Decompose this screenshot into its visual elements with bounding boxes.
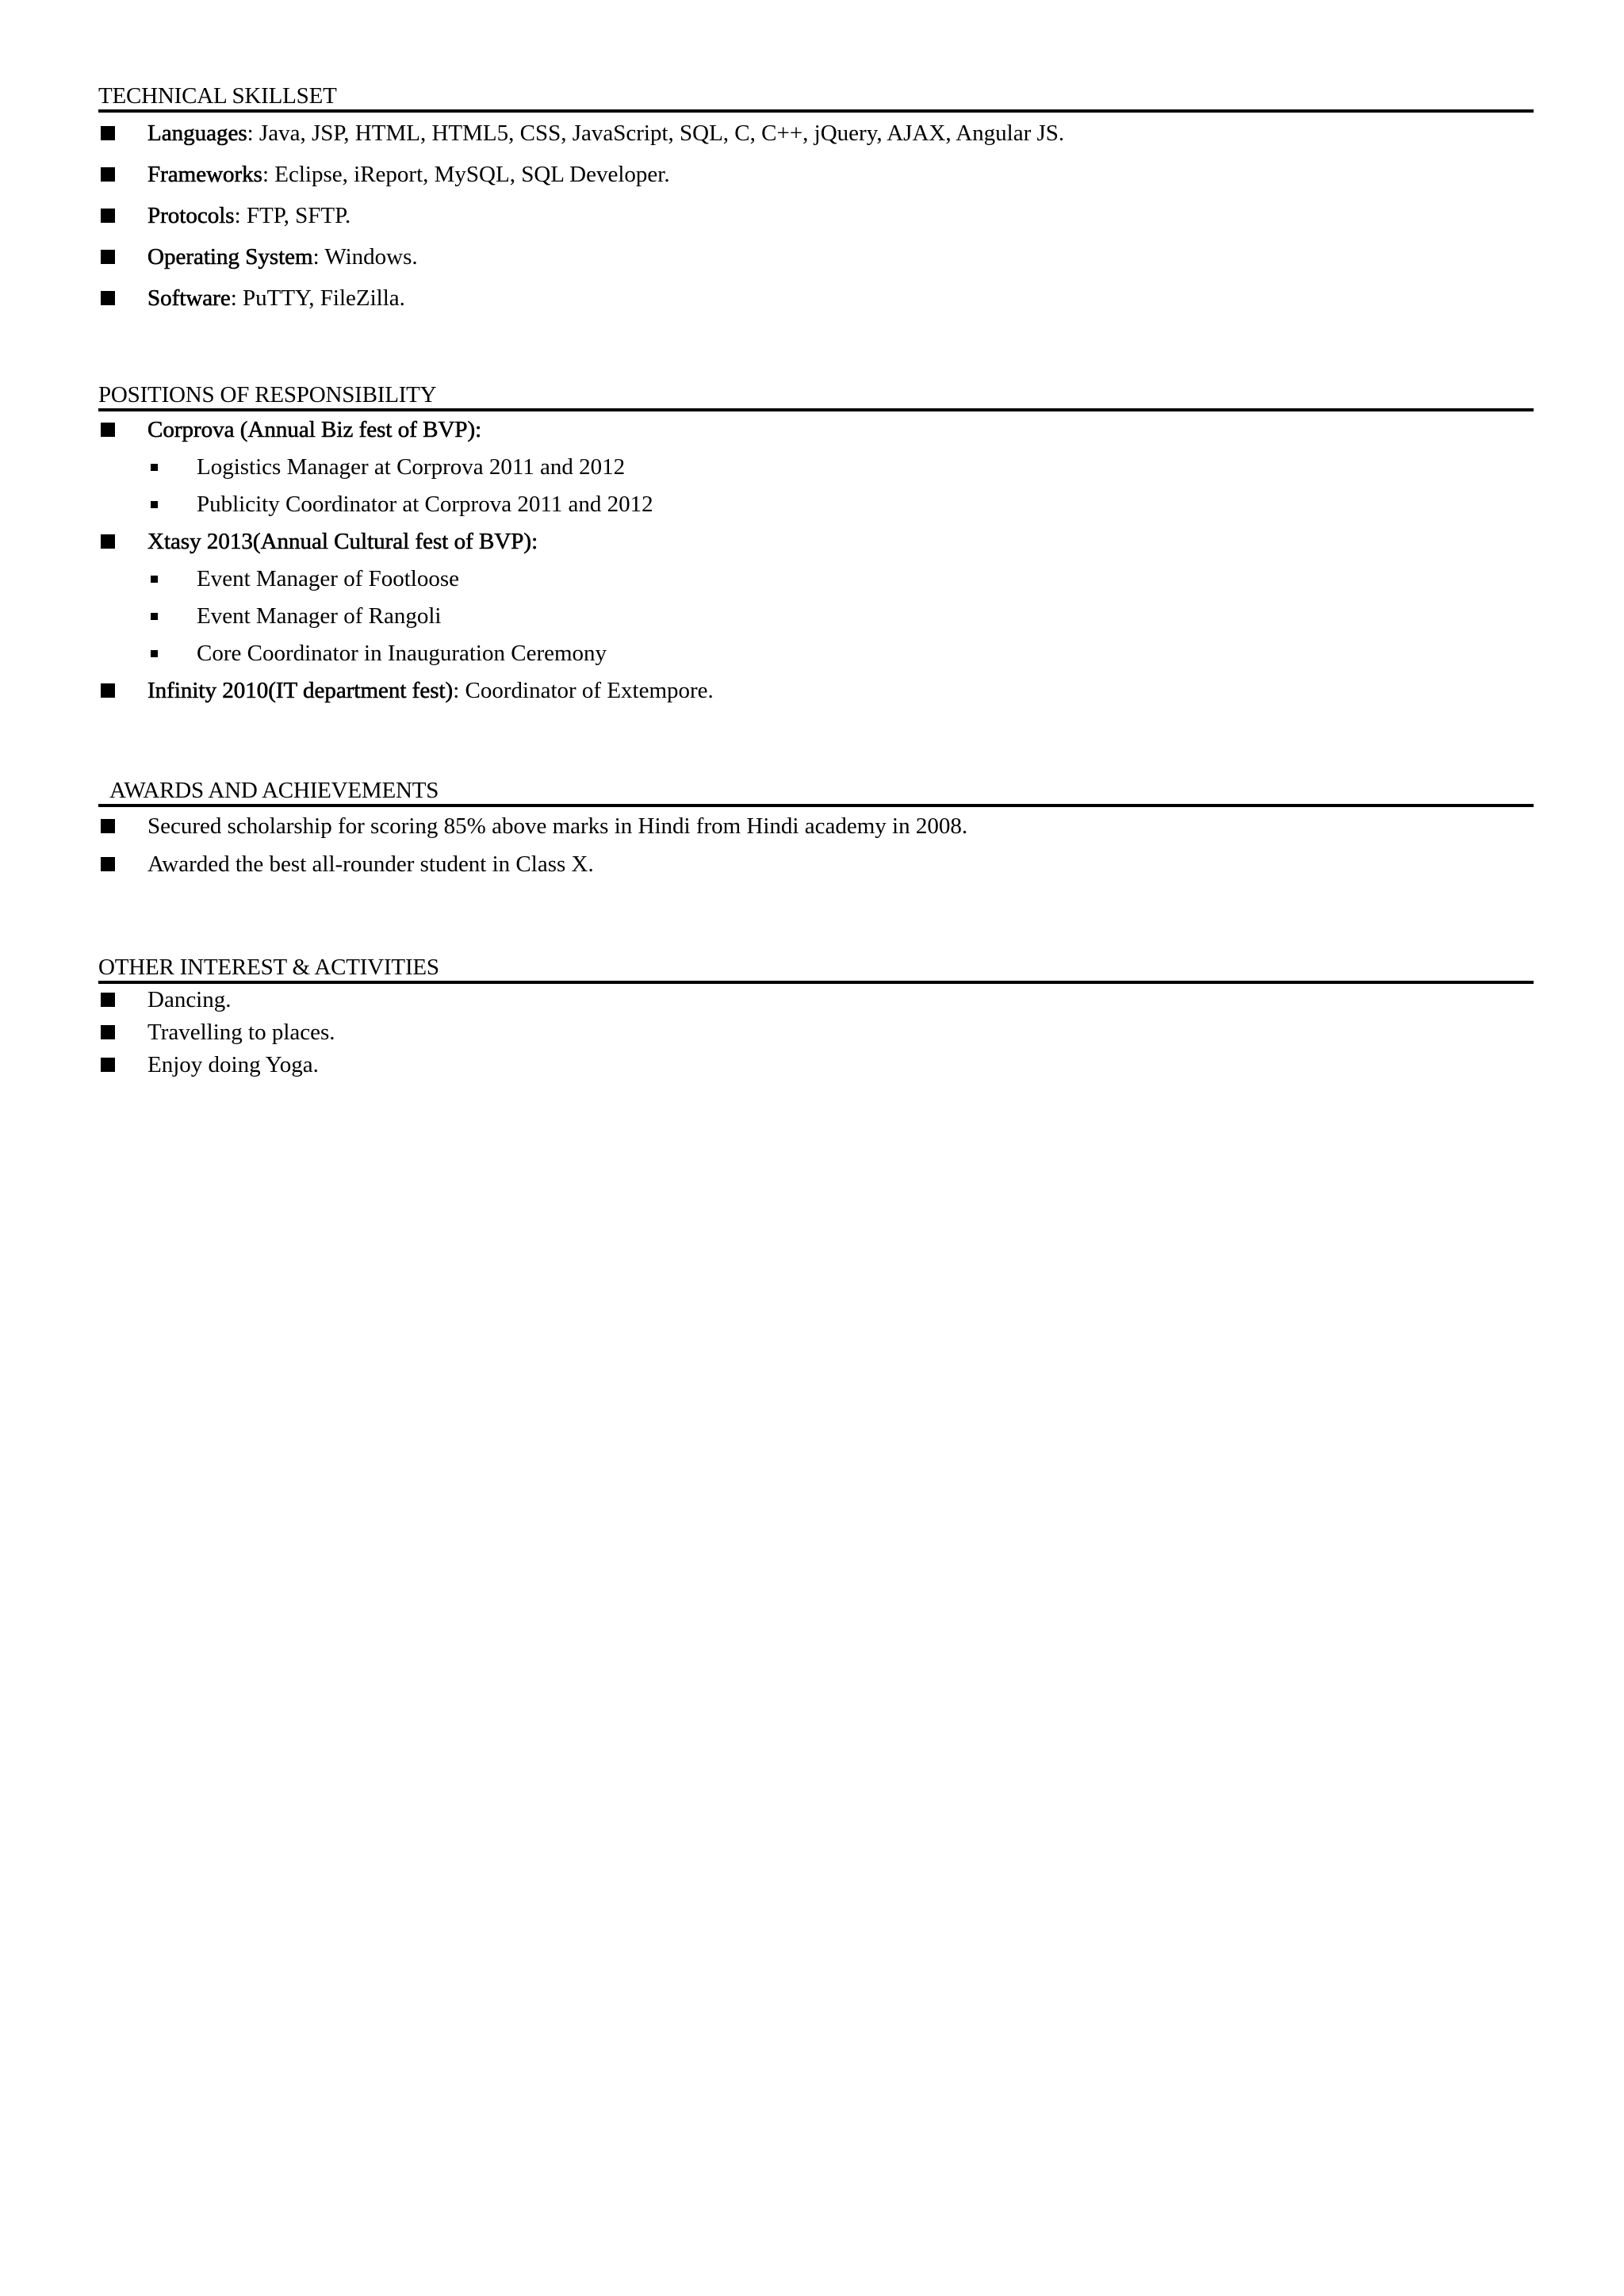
section-heading: OTHER INTEREST & ACTIVITIES xyxy=(98,955,439,980)
positions-list xyxy=(98,411,1534,710)
item-value: : FTP, SFTP. xyxy=(234,203,351,228)
item-value: : Java, JSP, HTML, HTML5, CSS, JavaScript, SQL, C, C++, jQuery, AJAX, Angular JS. xyxy=(247,121,1065,146)
sub-list-item xyxy=(98,598,1534,635)
resume-page xyxy=(98,0,1534,2296)
list-item xyxy=(98,845,1534,883)
square-bullet-icon xyxy=(101,1025,115,1039)
list-item xyxy=(98,236,1534,277)
sub-list-item xyxy=(98,561,1534,598)
interests-list xyxy=(98,984,1534,1081)
sub-list-item xyxy=(98,449,1534,486)
small-square-bullet-icon xyxy=(151,501,158,508)
item-text: Secured scholarship for scoring 85% above marks in Hindi from Hindi academy in 2008. xyxy=(147,813,968,839)
item-text: Enjoy doing Yoga. xyxy=(147,1052,319,1077)
skills-list xyxy=(98,113,1534,319)
list-item xyxy=(98,984,1534,1016)
list-item xyxy=(98,523,1534,561)
square-bullet-icon xyxy=(101,1058,115,1072)
small-square-bullet-icon xyxy=(151,650,158,657)
square-bullet-icon xyxy=(101,857,115,871)
square-bullet-icon xyxy=(101,167,115,182)
list-item xyxy=(98,1049,1534,1081)
item-label: Corprova (Annual Biz fest of BVP): xyxy=(147,417,482,442)
sub-item-text: Publicity Coordinator at Corprova 2011 and 2012 xyxy=(197,492,653,517)
awards-list xyxy=(98,807,1534,883)
item-label: Frameworks xyxy=(147,162,262,187)
positions-section xyxy=(98,381,1534,710)
list-item xyxy=(98,1016,1534,1049)
square-bullet-icon xyxy=(101,534,115,549)
small-square-bullet-icon xyxy=(151,613,158,620)
sub-item-text: Core Coordinator in Inauguration Ceremony xyxy=(197,641,607,666)
list-item xyxy=(98,277,1534,319)
awards-section xyxy=(98,777,1534,883)
sub-list-item xyxy=(98,635,1534,672)
small-square-bullet-icon xyxy=(151,576,158,583)
item-value: : Windows. xyxy=(312,244,418,270)
square-bullet-icon xyxy=(101,291,115,305)
list-item xyxy=(98,807,1534,845)
item-label: Xtasy 2013(Annual Cultural fest of BVP): xyxy=(147,529,538,554)
square-bullet-icon xyxy=(101,683,115,698)
item-value: : Coordinator of Extempore. xyxy=(453,678,714,703)
list-item xyxy=(98,672,1534,710)
sub-list-item xyxy=(98,486,1534,523)
item-label: Operating System xyxy=(147,244,313,270)
square-bullet-icon xyxy=(101,993,115,1007)
list-item xyxy=(98,411,1534,449)
item-label: Software xyxy=(147,285,231,311)
section-heading: AWARDS AND ACHIEVEMENTS xyxy=(109,778,439,803)
item-text: Awarded the best all-rounder student in Class X. xyxy=(147,851,594,877)
sub-item-text: Event Manager of Rangoli xyxy=(197,603,442,629)
small-square-bullet-icon xyxy=(151,464,158,471)
square-bullet-icon xyxy=(101,423,115,437)
section-heading: POSITIONS OF RESPONSIBILITY xyxy=(98,382,437,408)
section-heading: TECHNICAL SKILLSET xyxy=(98,83,337,109)
technical-skillset-section xyxy=(98,82,1534,319)
item-value: : Eclipse, iReport, MySQL, SQL Developer. xyxy=(262,162,670,187)
square-bullet-icon xyxy=(101,819,115,833)
item-label: Protocols xyxy=(147,203,235,228)
item-text: Travelling to places. xyxy=(147,1020,335,1045)
list-item xyxy=(98,113,1534,154)
list-item xyxy=(98,154,1534,195)
sub-item-text: Event Manager of Footloose xyxy=(197,566,460,591)
item-label: Infinity 2010(IT department fest) xyxy=(147,678,454,703)
list-item xyxy=(98,195,1534,236)
square-bullet-icon xyxy=(101,250,115,264)
item-label: Languages xyxy=(147,121,247,146)
other-interests-section xyxy=(98,954,1534,1081)
square-bullet-icon xyxy=(101,209,115,223)
item-value: : PuTTY, FileZilla. xyxy=(230,285,405,311)
sub-item-text: Logistics Manager at Corprova 2011 and 2012 xyxy=(197,454,626,480)
square-bullet-icon xyxy=(101,126,115,140)
item-text: Dancing. xyxy=(147,987,232,1012)
